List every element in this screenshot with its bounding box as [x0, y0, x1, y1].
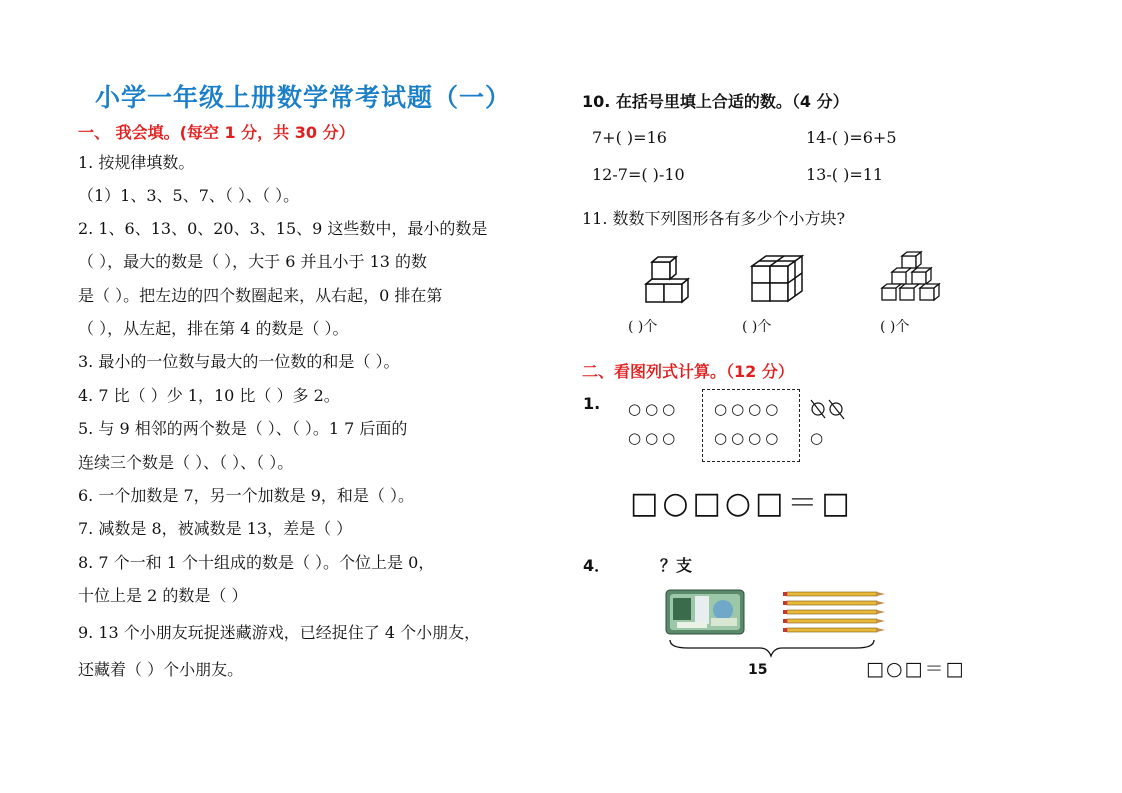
cube-count-blank-3: ( )个 [880, 319, 910, 335]
cube-pyramid-icon [876, 248, 948, 304]
question-7: 7. 减数是 8，被减数是 13，差是（ ） [78, 519, 353, 538]
question-2-line-1: 2. 1、6、13、0、20、3、15、9 这些数中，最小的数是 [78, 219, 488, 238]
question-1a: （1）1、3、5、7、（ ）、（ ）。 [78, 186, 300, 205]
cube-stack-1-icon [640, 248, 702, 304]
circles-group-left-row-2: ○○○ [628, 429, 680, 447]
problem-4-question: ？支 [660, 556, 693, 575]
cube-stack-2-icon [748, 251, 810, 307]
question-5-line-1: 5. 与 9 相邻的两个数是（ ）、（ ）。1 7 后面的 [78, 419, 408, 438]
section-heading-picture-calc: 二、看图列式计算。（12 分） [582, 362, 794, 381]
question-9-line-1: 9. 13 个小朋友玩捉迷藏游戏，已经捉住了 4 个小朋友， [78, 623, 481, 642]
cube-count-blank-2: ( )个 [742, 319, 772, 335]
circle-extra: ○ [810, 429, 828, 447]
circles-group-box-row-2: ○○○○ [714, 429, 783, 447]
question-2-line-2: （ ），最大的数是（ ），大于 6 并且小于 13 的数 [78, 252, 428, 271]
question-10: 10. 在括号里填上合适的数。（4 分） [582, 92, 849, 111]
question-2-line-4: （ ），从左起，排在第 4 的数是（ ）。 [78, 319, 349, 338]
question-10-b: 14-( )=6+5 [806, 128, 897, 147]
pencils-icon [783, 590, 887, 636]
question-8-line-1: 8. 7 个一和 1 个十组成的数是（ ）。个位上是 0， [78, 553, 435, 572]
question-1: 1. 按规律填数。 [78, 153, 195, 172]
page-title: 小学一年级上册数学常考试题（一） [95, 83, 512, 112]
equation-boxes-2: □○□＝□ [866, 658, 966, 680]
equation-boxes-1: □○□○□＝□ [630, 486, 854, 521]
cube-count-blank-1: ( )个 [628, 319, 658, 335]
question-2-line-3: 是（ ）。把左边的四个数圈起来，从右起，0 排在第 [78, 286, 443, 305]
question-3: 3. 最小的一位数与最大的一位数的和是（ ）。 [78, 352, 400, 371]
question-5-line-2: 连续三个数是（ ）、（ ）、（ ）。 [78, 453, 294, 472]
crossed-out-circles-icon [808, 397, 850, 423]
circles-group-box-row-1: ○○○○ [714, 400, 783, 418]
circles-group-left-row-1: ○○○ [628, 400, 680, 418]
pencil-box-icon [665, 588, 747, 638]
section-heading-fill-in: 一、 我会填。(每空 1 分，共 30 分） [78, 123, 355, 142]
question-8-line-2: 十位上是 2 的数是（ ） [78, 586, 248, 605]
question-10-a: 7+( )=16 [592, 128, 667, 147]
question-11: 11. 数数下列图形各有多少个小方块? [582, 209, 846, 228]
question-6: 6. 一个加数是 7，另一个加数是 9，和是（ ）。 [78, 486, 414, 505]
total-count: 15 [748, 662, 768, 678]
question-9-line-2: 还藏着（ ）个小朋友。 [78, 660, 244, 679]
problem-1-label: 1. [583, 394, 601, 413]
problem-4-label: 4． [583, 556, 611, 575]
question-10-d: 13-( )=11 [806, 165, 884, 184]
question-10-c: 12-7=( )-10 [592, 165, 685, 184]
total-brace-icon [668, 638, 878, 658]
question-4: 4. 7 比（ ）少 1，10 比（ ）多 2。 [78, 386, 340, 405]
